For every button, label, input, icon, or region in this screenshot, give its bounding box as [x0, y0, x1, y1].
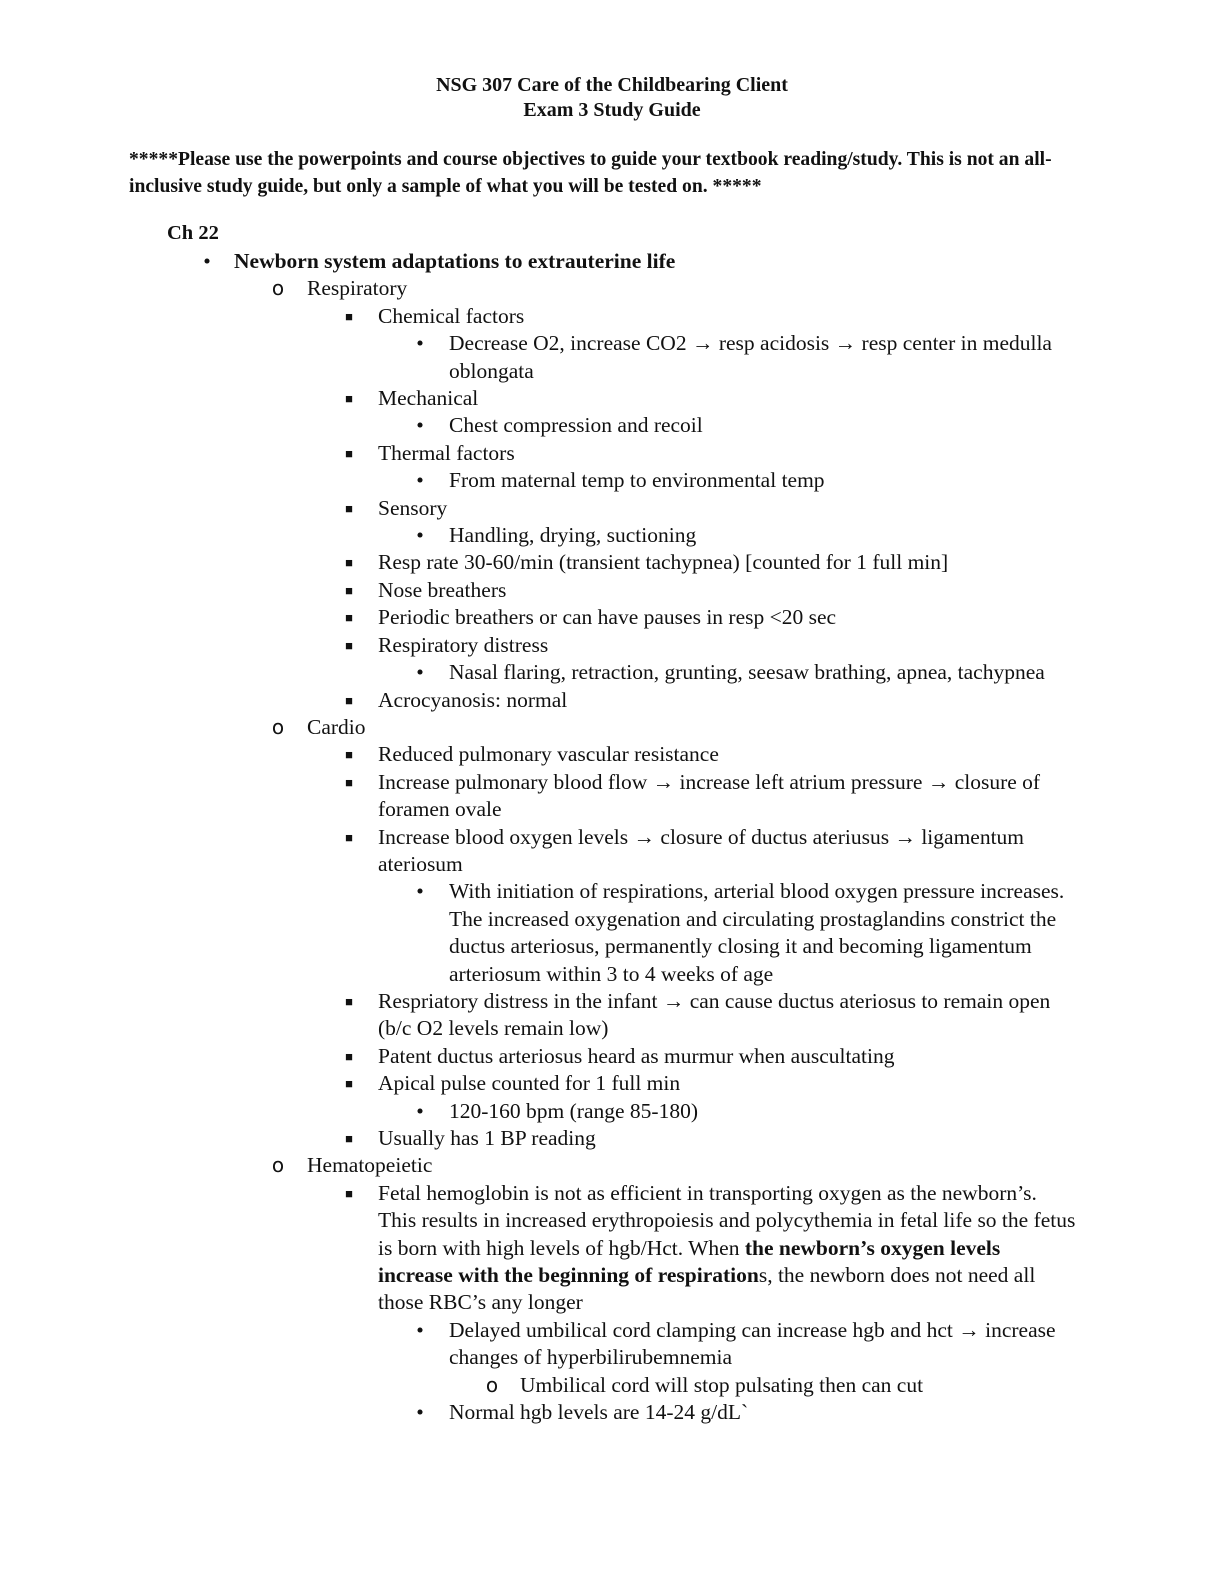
outline-item-text: Chest compression and recoil: [449, 413, 703, 438]
square-bullet-icon: ■: [345, 500, 353, 516]
disc-bullet-icon: •: [203, 249, 211, 273]
outline-item-level-3: [0, 1043, 1224, 1070]
outline-item-level-4: [0, 522, 1224, 549]
outline-item-level-3: [0, 577, 1224, 604]
outline-item-level-3: [0, 741, 1224, 768]
text-segment: s, the newborn does not need all those RBC’s any longer: [378, 1263, 1036, 1315]
outline-item-text: Hematopeietic: [307, 1153, 433, 1178]
study-guide-note: *****Please use the powerpoints and course objectives to guide your textbook reading/study. This is not an all-inclusive study guide, but only a sample of what you will be tested on. *****: [129, 149, 1052, 197]
outline-item-text: Respiratory distress: [378, 632, 549, 657]
outline-list: [0, 248, 1224, 1426]
circle-bullet-icon: o: [271, 1153, 285, 1178]
disc-bullet-icon: •: [416, 331, 424, 356]
outline-item-level-3: [0, 303, 1224, 330]
outline-item-level-3: [0, 769, 1224, 824]
outline-item-text: Cardio: [307, 714, 366, 739]
outline-item-level-4: [0, 878, 1224, 988]
outline-item-level-4: [0, 1317, 1224, 1372]
square-bullet-icon: ■: [345, 610, 353, 626]
square-bullet-icon: ■: [345, 774, 353, 790]
outline-item-text: Resp rate 30-60/min (transient tachypnea) [counted for 1 full min]: [378, 550, 949, 575]
disc-bullet-icon: •: [416, 1098, 424, 1123]
text-segment: Fetal hemoglobin is not as efficient in transporting oxygen as the newborn’s. This results in increased erythropoiesis and polycythemia in fetal life so the fetus is born with high levels of hgb/Hct. When: [378, 1180, 1076, 1260]
disc-bullet-icon: •: [416, 468, 424, 493]
outline-item-text: From maternal temp to environmental temp: [449, 468, 825, 493]
outline-item-text: Thermal factors: [378, 440, 515, 465]
outline-item-level-4: [0, 467, 1224, 494]
circle-bullet-icon: o: [485, 1372, 499, 1397]
outline-item-level-2: [0, 714, 1224, 741]
outline-item-text: Delayed umbilical cord clamping can increase hgb and hct → increase changes of hyperbilirubemnemia: [449, 1317, 1056, 1370]
outline-item-level-3: [0, 385, 1224, 412]
circle-bullet-icon: o: [271, 276, 285, 301]
square-bullet-icon: ■: [345, 637, 353, 653]
outline-item-level-4: [0, 330, 1224, 385]
outline-item-text: Increase blood oxygen levels → closure of ductus ateriusus → ligamentum ateriosum: [378, 824, 1025, 876]
outline-item-text: Usually has 1 BP reading: [378, 1126, 596, 1150]
square-bullet-icon: ■: [345, 308, 353, 324]
square-bullet-icon: ■: [345, 1131, 353, 1146]
outline-item-text: With initiation of respirations, arterial blood oxygen pressure increases. The increased oxygenation and circulating prostaglandins constrict the ductus arteriosus, permanently closing it and becoming ligamentum arteriosum within 3 to 4 weeks of age: [449, 879, 1065, 986]
outline-item-level-3: [0, 440, 1224, 467]
outline-item-level-3: [0, 988, 1224, 1043]
outline-item-level-4: [0, 412, 1224, 439]
outline-item-text: Sensory: [378, 495, 448, 520]
outline-item-text: Normal hgb levels are 14-24 g/dL`: [449, 1400, 749, 1425]
document-subtitle: Exam 3 Study Guide: [523, 99, 701, 121]
outline-item-level-2: [0, 1152, 1224, 1179]
outline-item-level-3: [0, 495, 1224, 522]
outline-item-text: Handling, drying, suctioning: [449, 523, 697, 548]
outline-item-level-3: [0, 824, 1224, 879]
outline-item-text: Nose breathers: [378, 577, 507, 602]
outline-item-level-3: [0, 1180, 1224, 1317]
outline-item-level-3: [0, 687, 1224, 714]
chapter-heading: Ch 22: [167, 222, 219, 244]
square-bullet-icon: ■: [345, 692, 353, 708]
outline-item-level-4: [0, 659, 1224, 686]
square-bullet-icon: ■: [345, 1076, 353, 1092]
square-bullet-icon: ■: [345, 993, 353, 1009]
document-title: NSG 307 Care of the Childbearing Client: [436, 74, 788, 96]
outline-item-level-4: [0, 1399, 1224, 1426]
outline-item-level-3: [0, 604, 1224, 631]
bold-text-segment: the newborn’s oxygen levels increase with the beginning of respiration: [378, 1235, 1001, 1288]
outline-item-text: Chemical factors: [378, 303, 525, 328]
square-bullet-icon: ■: [345, 391, 353, 407]
square-bullet-icon: ■: [345, 1185, 353, 1201]
outline-item-text: Reduced pulmonary vascular resistance: [378, 742, 719, 767]
disc-bullet-icon: •: [416, 1400, 424, 1425]
outline-item-level-3: [0, 1125, 1224, 1152]
outline-item-text: Apical pulse counted for 1 full min: [378, 1071, 681, 1096]
outline-item-text: Newborn system adaptations to extrauterine life: [234, 249, 676, 273]
outline-item-level-5: [0, 1372, 1224, 1399]
outline-item-text: Mechanical: [378, 386, 479, 411]
disc-bullet-icon: •: [416, 1317, 424, 1342]
outline-item-text: Umbilical cord will stop pulsating then can cut: [520, 1372, 924, 1397]
outline-item-text: Respiratory: [307, 276, 408, 301]
square-bullet-icon: ■: [345, 555, 353, 571]
circle-bullet-icon: o: [271, 714, 285, 739]
square-bullet-icon: ■: [345, 829, 353, 845]
square-bullet-icon: ■: [345, 747, 353, 763]
outline-item-level-3: [0, 549, 1224, 576]
outline-item-text: Acrocyanosis: normal: [378, 687, 568, 712]
outline-item-text: Periodic breathers or can have pauses in resp <20 sec: [378, 605, 837, 630]
outline-item-level-3: [0, 632, 1224, 659]
square-bullet-icon: ■: [345, 582, 353, 598]
outline-item-level-4: [0, 1098, 1224, 1125]
outline-item-text: 120-160 bpm (range 85-180): [449, 1098, 698, 1123]
outline-item-text: Increase pulmonary blood flow → increase left atrium pressure → closure of foramen ovale: [378, 769, 1041, 822]
outline-item-text: Decrease O2, increase CO2 → resp acidosis → resp center in medulla oblongata: [449, 331, 1052, 383]
outline-item-text: Respriatory distress in the infant → can cause ductus ateriosus to remain open (b/c O2 levels remain low): [378, 988, 1051, 1041]
outline-item-text: Nasal flaring, retraction, grunting, seesaw brathing, apnea, tachypnea: [449, 660, 1045, 685]
outline-item-text: Patent ductus arteriosus heard as murmur when auscultating: [378, 1043, 895, 1068]
disc-bullet-icon: •: [416, 413, 424, 438]
disc-bullet-icon: •: [416, 523, 424, 548]
outline-item-level-3: [0, 1070, 1224, 1097]
outline-item-level-2: [0, 275, 1224, 302]
outline-item-text: [378, 1180, 1078, 1317]
square-bullet-icon: ■: [345, 445, 353, 461]
square-bullet-icon: ■: [345, 1048, 353, 1064]
outline-item-level-1: [0, 248, 1224, 275]
disc-bullet-icon: •: [416, 879, 424, 904]
disc-bullet-icon: •: [416, 660, 424, 685]
